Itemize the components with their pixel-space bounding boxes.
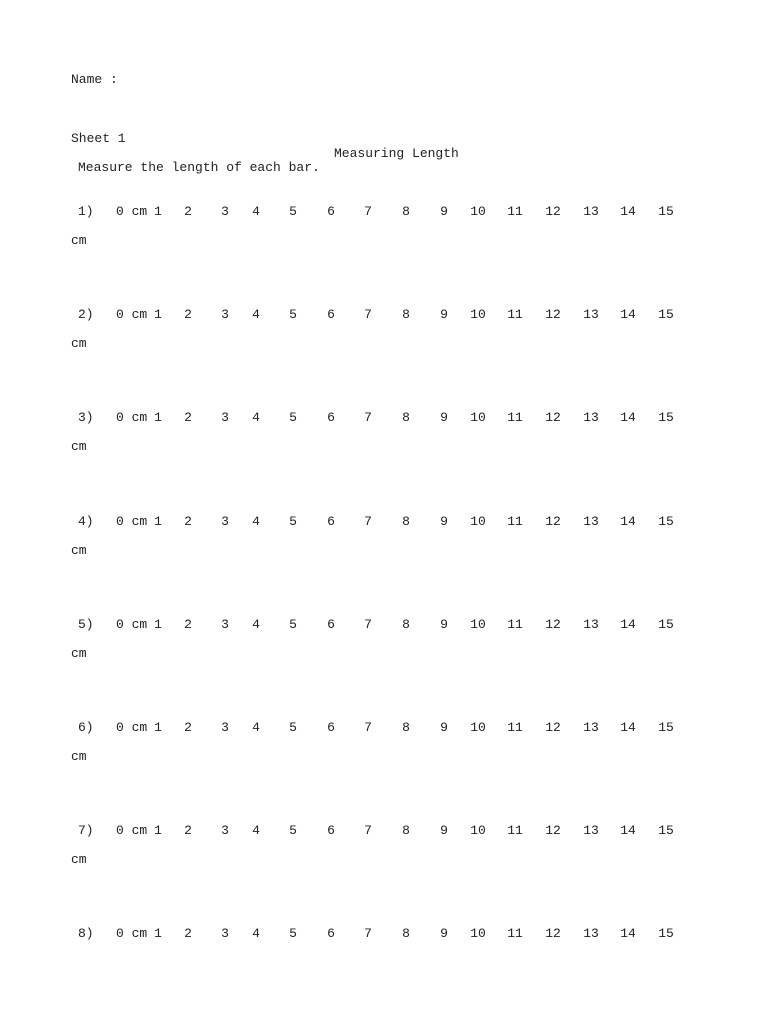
- ruler-tick-label: 5: [289, 823, 297, 838]
- ruler-tick-label: 4: [252, 720, 260, 735]
- ruler-tick-label: 13: [583, 307, 599, 322]
- ruler-tick-label: 11: [507, 720, 523, 735]
- ruler-unit-label: cm: [71, 646, 87, 661]
- ruler-tick-label: 6: [327, 410, 335, 425]
- ruler-tick-label: 6: [327, 307, 335, 322]
- ruler-tick-label: 8: [402, 926, 410, 941]
- problem-number: 5): [78, 617, 94, 632]
- ruler-tick-label: 2: [184, 926, 192, 941]
- ruler-tick-label: 15: [658, 514, 674, 529]
- ruler-tick-label: 15: [658, 617, 674, 632]
- ruler-tick-label: 7: [364, 720, 372, 735]
- ruler-tick-label: 5: [289, 410, 297, 425]
- ruler-tick-label: 3: [221, 720, 229, 735]
- ruler-unit-label: cm: [71, 852, 87, 867]
- ruler-tick-label: 15: [658, 204, 674, 219]
- problem-number: 7): [78, 823, 94, 838]
- ruler-tick-label: 14: [620, 617, 636, 632]
- ruler-tick-label: 5: [289, 720, 297, 735]
- problem-item: [0, 617, 768, 677]
- ruler-tick-label: 6: [327, 926, 335, 941]
- ruler-tick-label: 13: [583, 204, 599, 219]
- problem-number: 1): [78, 204, 94, 219]
- ruler-tick-label: 13: [583, 823, 599, 838]
- problem-item: [0, 720, 768, 780]
- ruler-tick-label: 15: [658, 410, 674, 425]
- problem-number: 4): [78, 514, 94, 529]
- ruler-tick-label: 5: [289, 617, 297, 632]
- ruler-tick-label: 12: [545, 410, 561, 425]
- ruler-tick-label: 12: [545, 617, 561, 632]
- ruler-tick-label: 10: [470, 720, 486, 735]
- ruler-tick-label: 4: [252, 204, 260, 219]
- ruler-zero-label: 0 cm: [116, 926, 148, 941]
- ruler-unit-label: cm: [71, 749, 87, 764]
- ruler-tick-label: 2: [184, 617, 192, 632]
- ruler-tick-label: 10: [470, 617, 486, 632]
- ruler-tick-label: 9: [440, 514, 448, 529]
- ruler-tick-label: 8: [402, 823, 410, 838]
- ruler-tick-label: 2: [184, 514, 192, 529]
- ruler-tick-label: 15: [658, 307, 674, 322]
- ruler-tick-label: 13: [583, 926, 599, 941]
- ruler-tick-label: 4: [252, 514, 260, 529]
- ruler-tick-label: 13: [583, 514, 599, 529]
- ruler-tick-label: 13: [583, 720, 599, 735]
- worksheet-title: Measuring Length: [334, 146, 459, 161]
- name-label: Name :: [71, 72, 118, 87]
- ruler-tick-label: 9: [440, 720, 448, 735]
- ruler-tick-label: 10: [470, 926, 486, 941]
- problem-number: 3): [78, 410, 94, 425]
- ruler-tick-label: 6: [327, 514, 335, 529]
- ruler-tick-label: 10: [470, 514, 486, 529]
- ruler-tick-label: 3: [221, 514, 229, 529]
- ruler-tick-label: 11: [507, 823, 523, 838]
- ruler-tick-label: 11: [507, 617, 523, 632]
- ruler-tick-label: 10: [470, 204, 486, 219]
- ruler-tick-label: 15: [658, 823, 674, 838]
- ruler-zero-label: 0 cm: [116, 514, 148, 529]
- ruler-tick-label: 1: [154, 410, 162, 425]
- instructions: Measure the length of each bar.: [78, 160, 320, 175]
- problem-item: [0, 204, 768, 264]
- ruler-tick-label: 8: [402, 617, 410, 632]
- ruler-tick-label: 1: [154, 514, 162, 529]
- ruler-tick-label: 6: [327, 823, 335, 838]
- ruler-tick-label: 7: [364, 410, 372, 425]
- ruler-unit-label: cm: [71, 439, 87, 454]
- ruler-tick-label: 7: [364, 926, 372, 941]
- ruler-tick-label: 13: [583, 410, 599, 425]
- ruler-tick-label: 9: [440, 410, 448, 425]
- ruler-tick-label: 3: [221, 204, 229, 219]
- ruler-tick-label: 9: [440, 617, 448, 632]
- problem-number: 8): [78, 926, 94, 941]
- ruler-tick-label: 7: [364, 823, 372, 838]
- ruler-tick-label: 9: [440, 926, 448, 941]
- ruler-tick-label: 10: [470, 410, 486, 425]
- ruler-tick-label: 9: [440, 204, 448, 219]
- ruler-tick-label: 14: [620, 307, 636, 322]
- ruler-tick-label: 15: [658, 926, 674, 941]
- ruler-tick-label: 12: [545, 926, 561, 941]
- ruler-tick-label: 8: [402, 514, 410, 529]
- ruler-tick-label: 8: [402, 307, 410, 322]
- ruler-tick-label: 7: [364, 514, 372, 529]
- ruler-tick-label: 14: [620, 514, 636, 529]
- ruler-tick-label: 8: [402, 720, 410, 735]
- ruler-tick-label: 1: [154, 926, 162, 941]
- ruler-tick-label: 14: [620, 410, 636, 425]
- ruler-tick-label: 2: [184, 720, 192, 735]
- ruler-tick-label: 2: [184, 410, 192, 425]
- ruler-zero-label: 0 cm: [116, 617, 148, 632]
- ruler-tick-label: 3: [221, 926, 229, 941]
- ruler-tick-label: 14: [620, 204, 636, 219]
- problem-item: [0, 823, 768, 883]
- ruler-tick-label: 3: [221, 617, 229, 632]
- ruler-unit-label: cm: [71, 543, 87, 558]
- ruler-zero-label: 0 cm: [116, 307, 148, 322]
- ruler-tick-label: 11: [507, 410, 523, 425]
- ruler-tick-label: 12: [545, 514, 561, 529]
- ruler-tick-label: 14: [620, 926, 636, 941]
- ruler-tick-label: 3: [221, 823, 229, 838]
- ruler-tick-label: 5: [289, 307, 297, 322]
- ruler-tick-label: 14: [620, 720, 636, 735]
- ruler-tick-label: 12: [545, 204, 561, 219]
- ruler-tick-label: 7: [364, 204, 372, 219]
- ruler-tick-label: 12: [545, 823, 561, 838]
- ruler-zero-label: 0 cm: [116, 410, 148, 425]
- ruler-tick-label: 1: [154, 823, 162, 838]
- ruler-tick-label: 4: [252, 410, 260, 425]
- problem-item: [0, 410, 768, 470]
- ruler-tick-label: 10: [470, 823, 486, 838]
- ruler-tick-label: 10: [470, 307, 486, 322]
- ruler-tick-label: 4: [252, 926, 260, 941]
- ruler-tick-label: 12: [545, 307, 561, 322]
- ruler-tick-label: 7: [364, 617, 372, 632]
- ruler-unit-label: cm: [71, 336, 87, 351]
- ruler-tick-label: 6: [327, 720, 335, 735]
- ruler-tick-label: 14: [620, 823, 636, 838]
- ruler-tick-label: 11: [507, 926, 523, 941]
- ruler-tick-label: 5: [289, 204, 297, 219]
- ruler-tick-label: 15: [658, 720, 674, 735]
- ruler-tick-label: 1: [154, 204, 162, 219]
- ruler-tick-label: 13: [583, 617, 599, 632]
- ruler-tick-label: 1: [154, 720, 162, 735]
- ruler-tick-label: 9: [440, 823, 448, 838]
- ruler-tick-label: 6: [327, 617, 335, 632]
- ruler-tick-label: 4: [252, 823, 260, 838]
- ruler-zero-label: 0 cm: [116, 204, 148, 219]
- ruler-tick-label: 4: [252, 617, 260, 632]
- ruler-tick-label: 7: [364, 307, 372, 322]
- ruler-tick-label: 2: [184, 307, 192, 322]
- ruler-tick-label: 11: [507, 307, 523, 322]
- problem-number: 2): [78, 307, 94, 322]
- ruler-tick-label: 3: [221, 410, 229, 425]
- problem-item: [0, 926, 768, 986]
- ruler-tick-label: 4: [252, 307, 260, 322]
- ruler-tick-label: 12: [545, 720, 561, 735]
- ruler-tick-label: 8: [402, 204, 410, 219]
- ruler-tick-label: 8: [402, 410, 410, 425]
- ruler-tick-label: 11: [507, 204, 523, 219]
- problem-item: [0, 514, 768, 574]
- sheet-label: Sheet 1: [71, 131, 126, 146]
- problem-item: [0, 307, 768, 367]
- problem-number: 6): [78, 720, 94, 735]
- ruler-zero-label: 0 cm: [116, 720, 148, 735]
- ruler-tick-label: 6: [327, 204, 335, 219]
- ruler-tick-label: 2: [184, 204, 192, 219]
- ruler-tick-label: 1: [154, 307, 162, 322]
- ruler-unit-label: cm: [71, 233, 87, 248]
- ruler-zero-label: 0 cm: [116, 823, 148, 838]
- ruler-tick-label: 5: [289, 926, 297, 941]
- ruler-tick-label: 5: [289, 514, 297, 529]
- ruler-tick-label: 3: [221, 307, 229, 322]
- ruler-tick-label: 9: [440, 307, 448, 322]
- ruler-tick-label: 1: [154, 617, 162, 632]
- ruler-tick-label: 2: [184, 823, 192, 838]
- ruler-tick-label: 11: [507, 514, 523, 529]
